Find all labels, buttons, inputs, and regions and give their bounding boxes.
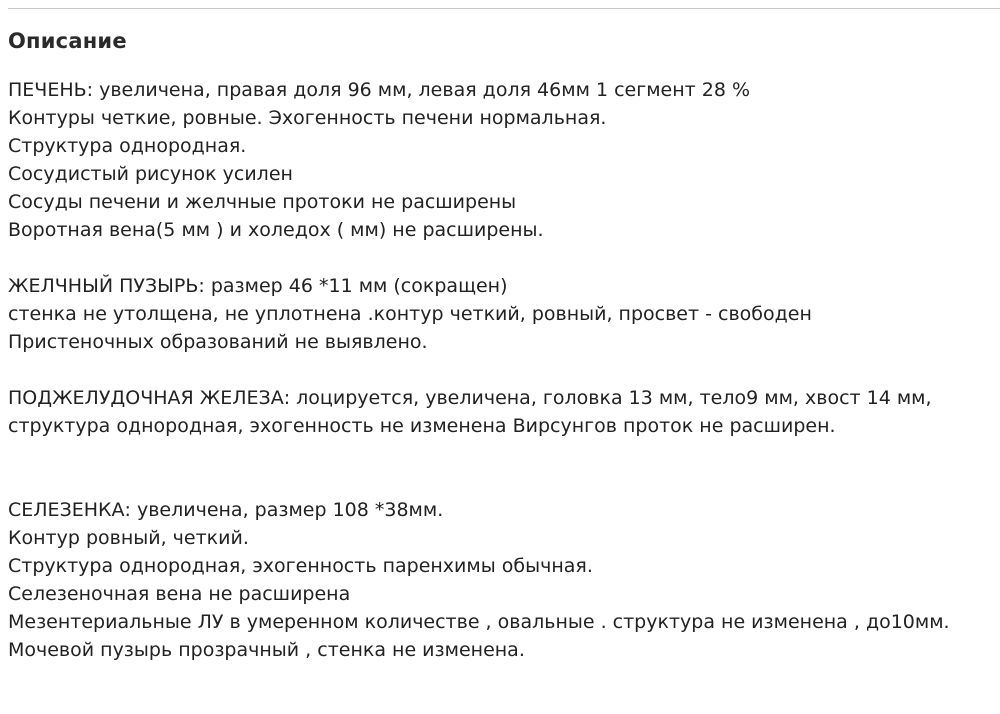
gallbladder-line: Пристеночных образований не выявлено.	[8, 331, 428, 353]
spleen-line: Селезеночная вена не расширена	[8, 583, 351, 605]
spleen-line: Структура однородная, эхогенность паренхимы обычная.	[8, 555, 593, 577]
liver-line: Воротная вена(5 мм ) и холедох ( мм) не расширены.	[8, 219, 544, 241]
liver-line: ПЕЧЕНЬ: увеличена, правая доля 96 мм, левая доля 46мм 1 сегмент 28 %	[8, 79, 751, 101]
top-divider	[8, 8, 1000, 9]
spacer	[8, 244, 983, 272]
pancreas-block	[8, 384, 983, 440]
section-title: Описание	[8, 29, 127, 53]
spacer	[8, 440, 983, 496]
spacer	[8, 356, 983, 384]
description-section	[8, 26, 983, 664]
bladder-line: Мочевой пузырь прозрачный , стенка не изменена.	[8, 639, 525, 661]
liver-line: Сосуды печени и желчные протоки не расширены	[8, 191, 517, 213]
liver-block	[8, 76, 983, 244]
spleen-line: СЕЛЕЗЕНКА: увеличена, размер 108 *38мм.	[8, 499, 444, 521]
liver-line: Контуры четкие, ровные. Эхогенность печени нормальная.	[8, 107, 607, 129]
spleen-block	[8, 496, 983, 664]
liver-line: Сосудистый рисунок усилен	[8, 163, 293, 185]
pancreas-paragraph: ПОДЖЕЛУДОЧНАЯ ЖЕЛЕЗА: лоцируется, увеличена, головка 13 мм, тело9 мм, хвост 14 мм, структура однородная, эхогенность не изменена Вирсунгов проток не расширен.	[8, 387, 932, 437]
report-body	[8, 76, 983, 664]
spleen-line: Контур ровный, четкий.	[8, 527, 249, 549]
gallbladder-block	[8, 272, 983, 356]
gallbladder-line: ЖЕЛЧНЫЙ ПУЗЫРЬ: размер 46 *11 мм (сокращен)	[8, 275, 508, 297]
gallbladder-line: стенка не утолщена, не уплотнена .контур четкий, ровный, просвет - свободен	[8, 303, 812, 325]
liver-line: Структура однородная.	[8, 135, 247, 157]
lymph-nodes-paragraph: Мезентериальные ЛУ в умеренном количестве , овальные . структура не изменена , до10мм.	[8, 611, 950, 633]
